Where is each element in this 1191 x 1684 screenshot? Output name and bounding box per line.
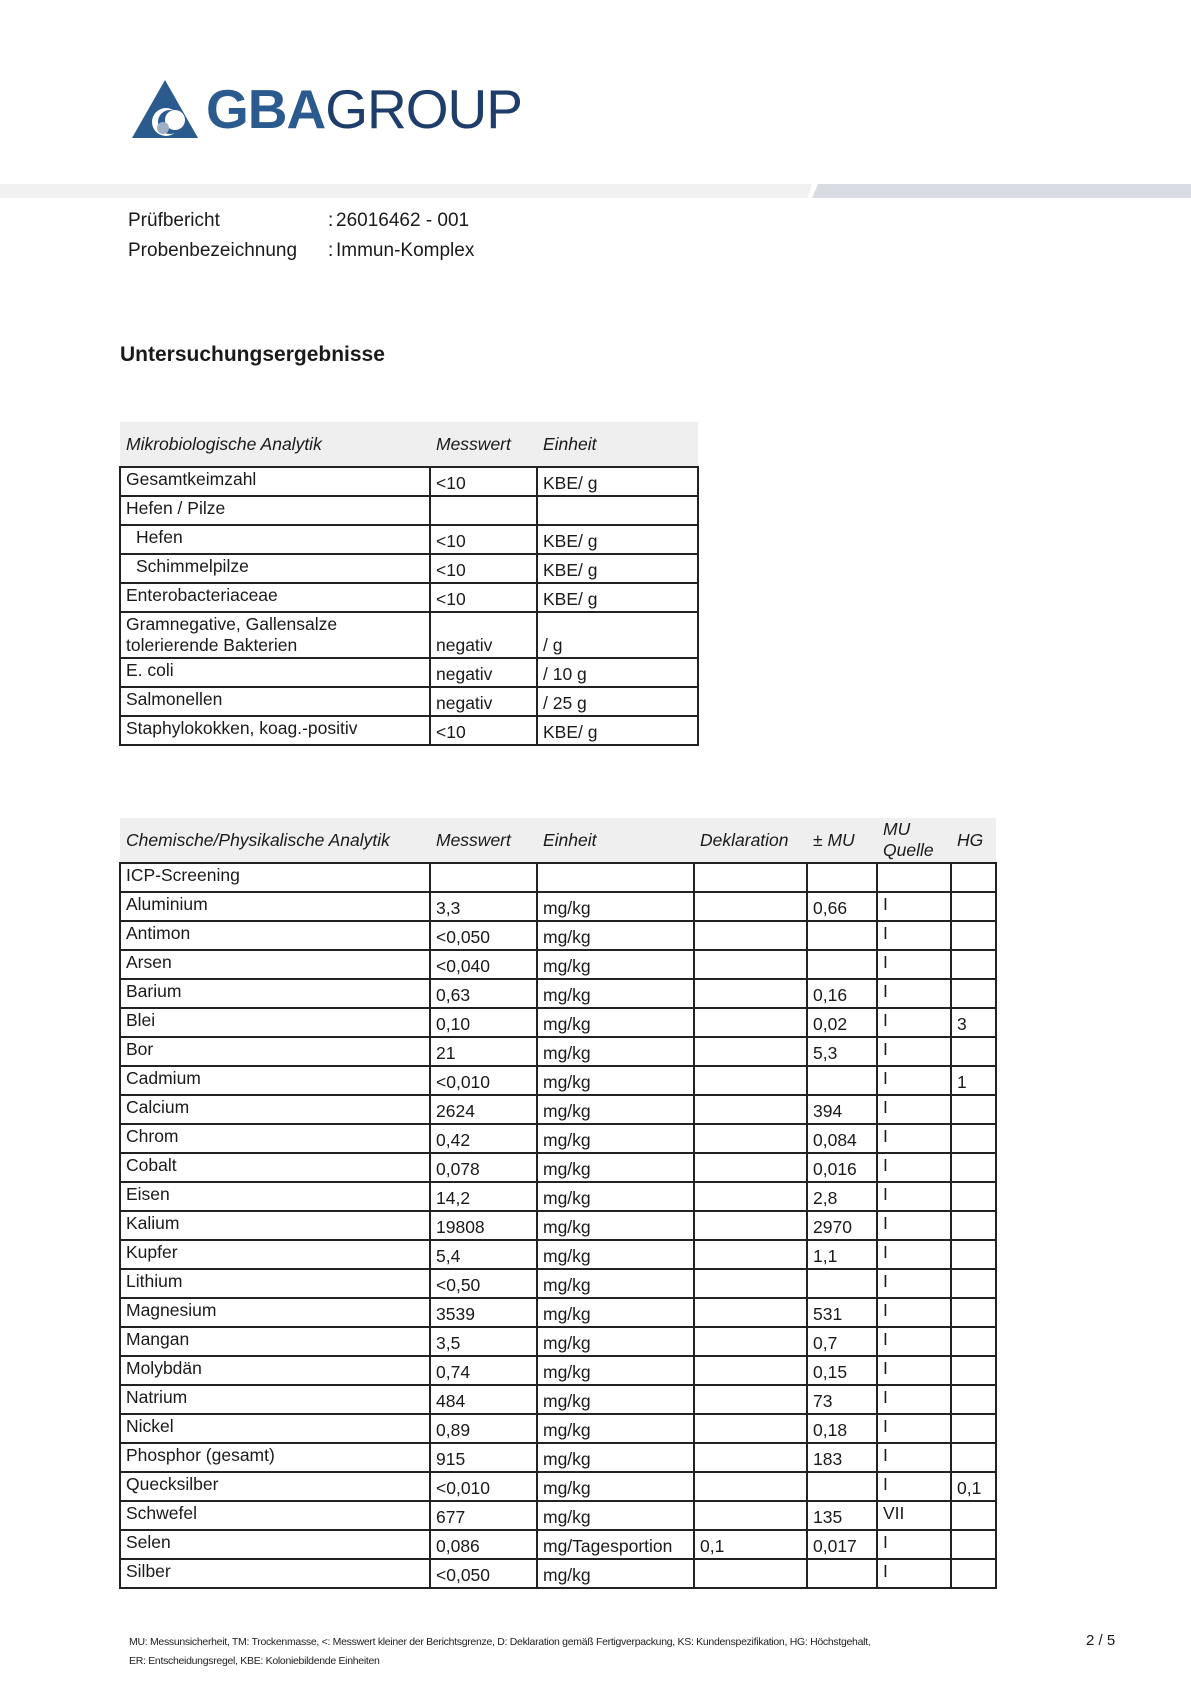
table-row [120, 1037, 996, 1066]
chem-cell-mu-source: I [877, 1008, 951, 1037]
chem-cell-hg [951, 1530, 996, 1559]
chem-cell-name: Magnesium [120, 1298, 430, 1327]
micro-cell-unit: KBE/ g [537, 467, 698, 496]
micro-cell-name: Staphylokokken, koag.-positiv [120, 716, 430, 745]
micro-cell-name: Hefen [120, 525, 430, 554]
chem-cell-mu-source: I [877, 1327, 951, 1356]
chem-cell-mu-source: I [877, 1066, 951, 1095]
chem-cell-mu-source: I [877, 979, 951, 1008]
chem-header-row [120, 818, 996, 863]
chem-cell-value: 0,42 [430, 1124, 537, 1153]
chem-cell-name: ICP-Screening [120, 863, 430, 892]
micro-cell-value: <10 [430, 467, 537, 496]
logo-text-bold: GBA [206, 77, 326, 140]
chem-header-declaration: Deklaration [694, 818, 807, 863]
chem-cell-hg [951, 1211, 996, 1240]
chem-cell-mu-source: I [877, 1095, 951, 1124]
micro-cell-value: negativ [430, 687, 537, 716]
chem-cell-mu-source: I [877, 1211, 951, 1240]
micro-header-analysis: Mikrobiologische Analytik [120, 422, 430, 467]
table-row [120, 1008, 996, 1037]
chem-cell-name: Kalium [120, 1211, 430, 1240]
chem-cell-name: Silber [120, 1559, 430, 1588]
micro-header-value: Messwert [430, 422, 537, 467]
table-row [120, 950, 996, 979]
chem-cell-mu-source: I [877, 1269, 951, 1298]
chem-cell-mu-source: VII [877, 1501, 951, 1530]
chem-cell-value [430, 863, 537, 892]
chem-cell-mu: 0,016 [807, 1153, 877, 1182]
chem-cell-declaration [694, 950, 807, 979]
table-row [120, 1356, 996, 1385]
chem-cell-mu: 0,66 [807, 892, 877, 921]
chem-cell-mu-source: I [877, 1124, 951, 1153]
chem-header-analysis: Chemische/Physikalische Analytik [120, 818, 430, 863]
chem-cell-mu: 135 [807, 1501, 877, 1530]
micro-cell-name: Hefen / Pilze [120, 496, 430, 525]
chem-cell-hg [951, 1298, 996, 1327]
gba-logo-icon [130, 78, 200, 140]
chem-cell-declaration [694, 1472, 807, 1501]
chem-cell-unit: mg/kg [537, 1008, 694, 1037]
chem-cell-hg [951, 1385, 996, 1414]
chem-cell-mu-source: I [877, 892, 951, 921]
chem-cell-unit: mg/Tagesportion [537, 1530, 694, 1559]
chem-cell-mu-source: I [877, 1443, 951, 1472]
chem-cell-mu-source: I [877, 1472, 951, 1501]
table-row [120, 687, 698, 716]
table-row [120, 1066, 996, 1095]
footer-legend-line: MU: Messunsicherheit, TM: Trockenmasse, <: Messwert kleiner der Berichtsgrenze, D: Deklaration gemäß Fertigverpackung, KS: Kundenspezifikation, HG: Höchstgehalt, [129, 1636, 871, 1648]
meta-label: Probenbezeichnung [128, 240, 298, 261]
chem-cell-name: Barium [120, 979, 430, 1008]
chem-cell-mu [807, 863, 877, 892]
chem-cell-value: 3,5 [430, 1327, 537, 1356]
micro-cell-value: <10 [430, 525, 537, 554]
chem-cell-name: Antimon [120, 921, 430, 950]
table-row [120, 1298, 996, 1327]
chem-cell-name: Aluminium [120, 892, 430, 921]
chem-cell-mu-source: I [877, 1385, 951, 1414]
micro-cell-unit: KBE/ g [537, 583, 698, 612]
chem-cell-hg [951, 921, 996, 950]
micro-cell-value [430, 496, 537, 525]
micro-cell-unit: KBE/ g [537, 716, 698, 745]
chem-cell-unit: mg/kg [537, 1240, 694, 1269]
chem-cell-unit: mg/kg [537, 1124, 694, 1153]
chem-cell-hg [951, 1240, 996, 1269]
chem-cell-mu: 0,16 [807, 979, 877, 1008]
chem-cell-mu: 1,1 [807, 1240, 877, 1269]
chem-cell-hg [951, 979, 996, 1008]
chem-cell-declaration [694, 1211, 807, 1240]
chem-cell-unit [537, 863, 694, 892]
chem-cell-hg [951, 863, 996, 892]
chem-cell-mu: 0,7 [807, 1327, 877, 1356]
chem-cell-mu: 2970 [807, 1211, 877, 1240]
chem-cell-name: Eisen [120, 1182, 430, 1211]
chem-cell-mu-source: I [877, 1298, 951, 1327]
chem-header-mu: ± MU [807, 818, 877, 863]
chem-cell-value: 0,63 [430, 979, 537, 1008]
chem-cell-name: Quecksilber [120, 1472, 430, 1501]
chem-cell-declaration [694, 863, 807, 892]
chem-cell-declaration [694, 1414, 807, 1443]
chem-cell-declaration [694, 892, 807, 921]
meta-value: 26016462 - 001 [336, 210, 470, 231]
micro-cell-unit: / g [537, 612, 698, 658]
table-row [120, 658, 698, 687]
chem-cell-declaration [694, 1066, 807, 1095]
footer-legend [129, 1633, 989, 1671]
chem-cell-value: 0,086 [430, 1530, 537, 1559]
chem-cell-name: Selen [120, 1530, 430, 1559]
chem-cell-unit: mg/kg [537, 1037, 694, 1066]
chem-cell-value: 915 [430, 1443, 537, 1472]
chem-cell-mu-source: I [877, 1356, 951, 1385]
chem-cell-unit: mg/kg [537, 1356, 694, 1385]
table-row [120, 921, 996, 950]
logo-text-thin: GROUP [325, 77, 522, 140]
chem-cell-mu [807, 1066, 877, 1095]
chem-cell-mu-source: I [877, 1153, 951, 1182]
chem-cell-hg: 0,1 [951, 1472, 996, 1501]
chem-cell-name: Natrium [120, 1385, 430, 1414]
chem-cell-value: 3539 [430, 1298, 537, 1327]
meta-colon: : [328, 210, 334, 231]
chem-cell-unit: mg/kg [537, 1269, 694, 1298]
chem-cell-unit: mg/kg [537, 1501, 694, 1530]
chem-cell-unit: mg/kg [537, 1211, 694, 1240]
chem-cell-declaration [694, 1501, 807, 1530]
chem-cell-value: 3,3 [430, 892, 537, 921]
meta-row-report [128, 206, 474, 236]
chem-header-mu-source: MU Quelle [877, 818, 951, 863]
chem-cell-value: 14,2 [430, 1182, 537, 1211]
chem-cell-unit: mg/kg [537, 979, 694, 1008]
chem-cell-declaration [694, 1356, 807, 1385]
chem-cell-name: Arsen [120, 950, 430, 979]
table-row [120, 1385, 996, 1414]
micro-cell-unit: / 10 g [537, 658, 698, 687]
chem-cell-value: <0,010 [430, 1472, 537, 1501]
meta-row-sample [128, 236, 474, 266]
chem-cell-name: Chrom [120, 1124, 430, 1153]
chem-cell-hg [951, 1356, 996, 1385]
gba-group-logo [130, 76, 522, 142]
chem-cell-value: <0,050 [430, 921, 537, 950]
table-row [120, 1182, 996, 1211]
micro-results-table [119, 422, 699, 746]
table-row [120, 1501, 996, 1530]
chem-cell-value: 0,74 [430, 1356, 537, 1385]
chem-cell-name: Nickel [120, 1414, 430, 1443]
meta-value: Immun-Komplex [336, 240, 475, 261]
micro-header-unit: Einheit [537, 422, 698, 467]
chem-cell-value: 19808 [430, 1211, 537, 1240]
chem-cell-name: Kupfer [120, 1240, 430, 1269]
chem-cell-value: 5,4 [430, 1240, 537, 1269]
chem-cell-mu [807, 1269, 877, 1298]
chem-cell-declaration [694, 1153, 807, 1182]
chem-cell-mu-source: I [877, 1240, 951, 1269]
chem-cell-unit: mg/kg [537, 1153, 694, 1182]
chem-cell-name: Bor [120, 1037, 430, 1066]
table-row [120, 979, 996, 1008]
micro-cell-name: Enterobacteriaceae [120, 583, 430, 612]
chem-cell-value: 0,10 [430, 1008, 537, 1037]
chem-cell-mu: 183 [807, 1443, 877, 1472]
chem-cell-declaration [694, 1095, 807, 1124]
chem-cell-hg [951, 1182, 996, 1211]
chem-cell-hg [951, 1559, 996, 1588]
micro-cell-unit: KBE/ g [537, 525, 698, 554]
chem-cell-value: 0,078 [430, 1153, 537, 1182]
chem-cell-mu-source: I [877, 1530, 951, 1559]
chem-cell-declaration [694, 921, 807, 950]
chem-cell-mu-source: I [877, 921, 951, 950]
chem-cell-unit: mg/kg [537, 1327, 694, 1356]
chem-results-table [119, 818, 997, 1589]
chem-cell-name: Schwefel [120, 1501, 430, 1530]
micro-cell-unit: KBE/ g [537, 554, 698, 583]
footer-legend-line: ER: Entscheidungsregel, KBE: Koloniebildende Einheiten [129, 1655, 380, 1667]
chem-cell-unit: mg/kg [537, 1066, 694, 1095]
chem-cell-hg [951, 1269, 996, 1298]
chem-header-unit: Einheit [537, 818, 694, 863]
chem-cell-mu: 5,3 [807, 1037, 877, 1066]
micro-cell-value: <10 [430, 583, 537, 612]
chem-cell-unit: mg/kg [537, 1559, 694, 1588]
meta-label: Prüfbericht [128, 210, 220, 231]
table-row [120, 1414, 996, 1443]
chem-cell-mu: 0,15 [807, 1356, 877, 1385]
chem-cell-hg [951, 1095, 996, 1124]
chem-cell-mu-source [877, 863, 951, 892]
chem-cell-unit: mg/kg [537, 1182, 694, 1211]
chem-cell-hg [951, 1153, 996, 1182]
chem-cell-declaration [694, 1559, 807, 1588]
chem-cell-mu: 0,017 [807, 1530, 877, 1559]
chem-cell-mu-source: I [877, 1037, 951, 1066]
chem-cell-mu-source: I [877, 1182, 951, 1211]
chem-cell-name: Lithium [120, 1269, 430, 1298]
chem-cell-mu: 73 [807, 1385, 877, 1414]
chem-cell-value: 2624 [430, 1095, 537, 1124]
chem-cell-hg [951, 892, 996, 921]
chem-cell-unit: mg/kg [537, 1095, 694, 1124]
micro-header-row [120, 422, 698, 467]
chem-cell-unit: mg/kg [537, 921, 694, 950]
chem-cell-hg [951, 1414, 996, 1443]
chem-cell-declaration [694, 1385, 807, 1414]
chem-cell-declaration: 0,1 [694, 1530, 807, 1559]
chem-cell-value: <0,010 [430, 1066, 537, 1095]
table-row [120, 1269, 996, 1298]
table-row [120, 525, 698, 554]
table-row [120, 496, 698, 525]
table-row [120, 1472, 996, 1501]
chem-cell-name: Cadmium [120, 1066, 430, 1095]
chem-cell-mu: 2,8 [807, 1182, 877, 1211]
micro-cell-unit [537, 496, 698, 525]
chem-cell-declaration [694, 1037, 807, 1066]
chem-cell-value: <0,050 [430, 1559, 537, 1588]
chem-cell-hg [951, 1501, 996, 1530]
micro-cell-value: negativ [430, 658, 537, 687]
chem-cell-hg [951, 1037, 996, 1066]
micro-cell-name: Gesamtkeimzahl [120, 467, 430, 496]
micro-cell-value: negativ [430, 612, 537, 658]
table-row [120, 863, 996, 892]
chem-cell-name: Phosphor (gesamt) [120, 1443, 430, 1472]
chem-cell-mu: 394 [807, 1095, 877, 1124]
chem-cell-hg [951, 1327, 996, 1356]
chem-cell-hg [951, 950, 996, 979]
chem-cell-name: Blei [120, 1008, 430, 1037]
micro-cell-name: E. coli [120, 658, 430, 687]
chem-cell-mu [807, 950, 877, 979]
header-band [0, 184, 1191, 198]
chem-cell-declaration [694, 1443, 807, 1472]
table-row [120, 1153, 996, 1182]
chem-cell-unit: mg/kg [537, 1443, 694, 1472]
chem-cell-value: 0,89 [430, 1414, 537, 1443]
chem-cell-declaration [694, 979, 807, 1008]
chem-cell-value: <0,50 [430, 1269, 537, 1298]
chem-header-value: Messwert [430, 818, 537, 863]
table-row [120, 583, 698, 612]
micro-cell-name: Salmonellen [120, 687, 430, 716]
chem-cell-mu-source: I [877, 1559, 951, 1588]
table-row [120, 612, 698, 658]
table-row [120, 716, 698, 745]
chem-cell-name: Molybdän [120, 1356, 430, 1385]
chem-header-hg: HG [951, 818, 996, 863]
table-row [120, 1559, 996, 1588]
chem-cell-unit: mg/kg [537, 950, 694, 979]
chem-cell-unit: mg/kg [537, 1385, 694, 1414]
chem-cell-unit: mg/kg [537, 1298, 694, 1327]
section-title: Untersuchungsergebnisse [120, 343, 385, 366]
micro-cell-value: <10 [430, 716, 537, 745]
chem-cell-mu [807, 1472, 877, 1501]
chem-cell-declaration [694, 1269, 807, 1298]
micro-cell-name: Schimmelpilze [120, 554, 430, 583]
chem-cell-declaration [694, 1124, 807, 1153]
chem-cell-mu: 0,18 [807, 1414, 877, 1443]
chem-cell-hg [951, 1124, 996, 1153]
chem-cell-mu: 531 [807, 1298, 877, 1327]
page-number: 2 / 5 [1086, 1632, 1116, 1649]
chem-cell-name: Mangan [120, 1327, 430, 1356]
table-row [120, 1443, 996, 1472]
chem-cell-value: 677 [430, 1501, 537, 1530]
chem-cell-declaration [694, 1327, 807, 1356]
chem-cell-unit: mg/kg [537, 1472, 694, 1501]
chem-cell-hg [951, 1443, 996, 1472]
table-row [120, 1240, 996, 1269]
chem-cell-mu [807, 1559, 877, 1588]
meta-colon: : [328, 240, 334, 261]
chem-cell-declaration [694, 1182, 807, 1211]
table-row [120, 1530, 996, 1559]
chem-cell-name: Cobalt [120, 1153, 430, 1182]
table-row [120, 1095, 996, 1124]
chem-cell-unit: mg/kg [537, 1414, 694, 1443]
chem-cell-hg: 3 [951, 1008, 996, 1037]
report-meta [128, 206, 474, 266]
chem-cell-declaration [694, 1008, 807, 1037]
chem-cell-value: <0,040 [430, 950, 537, 979]
chem-cell-hg: 1 [951, 1066, 996, 1095]
chem-cell-mu-source: I [877, 1414, 951, 1443]
chem-cell-name: Calcium [120, 1095, 430, 1124]
chem-cell-declaration [694, 1240, 807, 1269]
table-row [120, 467, 698, 496]
chem-cell-mu-source: I [877, 950, 951, 979]
table-row [120, 1124, 996, 1153]
table-row [120, 892, 996, 921]
logo-wordmark [206, 77, 522, 140]
chem-cell-value: 484 [430, 1385, 537, 1414]
chem-cell-value: 21 [430, 1037, 537, 1066]
chem-cell-mu: 0,084 [807, 1124, 877, 1153]
table-row [120, 1327, 996, 1356]
table-row [120, 1211, 996, 1240]
chem-cell-unit: mg/kg [537, 892, 694, 921]
micro-cell-value: <10 [430, 554, 537, 583]
micro-cell-name: Gramnegative, Gallensalze tolerierende Bakterien [120, 612, 430, 658]
micro-cell-unit: / 25 g [537, 687, 698, 716]
chem-cell-mu [807, 921, 877, 950]
table-row [120, 554, 698, 583]
chem-cell-declaration [694, 1298, 807, 1327]
chem-cell-mu: 0,02 [807, 1008, 877, 1037]
